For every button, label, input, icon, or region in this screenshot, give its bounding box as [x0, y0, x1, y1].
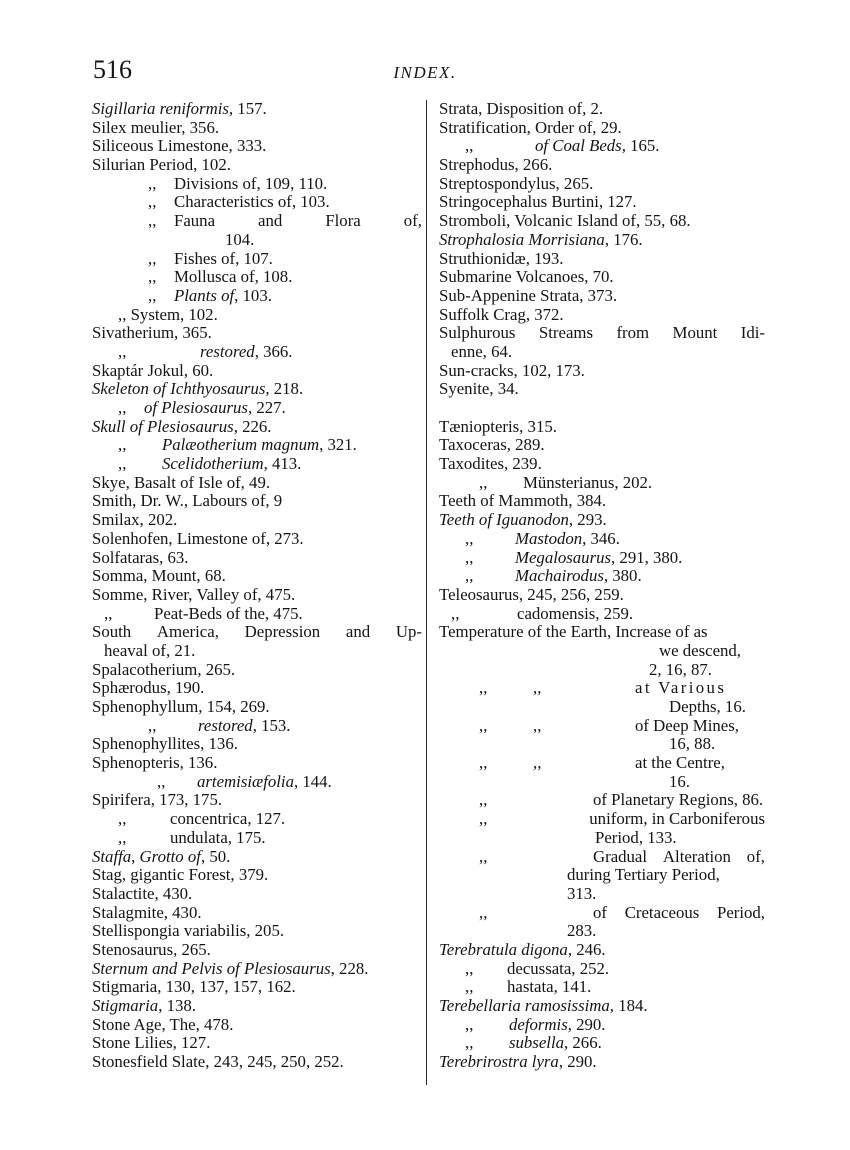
- index-subentry: ,, artemisiæfolia, 144.: [157, 772, 332, 791]
- index-entry: Sternum and Pelvis of Plesiosaurus, 228.: [92, 959, 369, 978]
- index-entry: Spalacotherium, 265.: [92, 660, 236, 679]
- index-subentry: ,, subsella, 266.: [465, 1034, 602, 1053]
- index-entry: Terebrirostra lyra, 290.: [439, 1053, 597, 1072]
- index-subentry: ,, of Cretaceous Period,: [479, 903, 765, 922]
- index-entry: Solfataras, 63.: [92, 548, 189, 567]
- index-entry: Stratification, Order of, 29.: [439, 118, 622, 137]
- index-entry: Stromboli, Volcanic Island of, 55, 68.: [439, 212, 691, 231]
- index-entry: Stigmaria, 130, 137, 157, 162.: [92, 978, 296, 997]
- index-entry: Taxoceras, 289.: [439, 436, 545, 455]
- index-subentry: ,, of Planetary Regions, 86.: [479, 791, 764, 810]
- page-header: [0, 55, 850, 87]
- index-entry: Struthionidæ, 193.: [439, 249, 564, 268]
- index-entry: Submarine Volcanoes, 70.: [439, 268, 614, 287]
- index-entry: Syenite, 34.: [439, 380, 519, 399]
- index-entry: Silurian Period, 102.: [92, 156, 231, 175]
- index-subentry: ,, concentrica, 127.: [118, 810, 286, 829]
- page-title: INDEX.: [393, 63, 457, 82]
- index-entry: Teeth of Mammoth, 384.: [439, 492, 607, 511]
- column-divider: [426, 100, 427, 1085]
- index-entry-cont: we descend,: [659, 641, 742, 660]
- index-subentry: ,, Characteristics of, 103.: [148, 193, 330, 212]
- index-entry: Stigmaria, 138.: [92, 997, 196, 1015]
- index-subentry: ,, ,, at the Centre,: [479, 754, 725, 773]
- page-number: 516: [93, 55, 132, 84]
- index-entry: Sulphurous Streams from Mount Idi-: [439, 324, 765, 343]
- index-subentry: ,, Scelidotherium, 413.: [118, 455, 302, 474]
- index-subentry: ,, ,, at Various: [479, 679, 727, 698]
- index-entry: Stonesfield Slate, 243, 245, 250, 252.: [92, 1053, 344, 1072]
- index-entry: Spirifera, 173, 175.: [92, 791, 223, 810]
- index-entry: Sphenopteris, 136.: [92, 754, 218, 773]
- index-entry: Somma, Mount, 68.: [92, 567, 226, 586]
- index-column-left: [92, 100, 422, 1072]
- index-subentry: ,, Münsterianus, 202.: [479, 473, 653, 492]
- index-entry: Smilax, 202.: [92, 511, 178, 530]
- index-subentry-cont: Depths, 16.: [669, 698, 746, 716]
- index-subentry: ,, Palæotherium magnum, 321.: [118, 436, 357, 455]
- index-subentry: ,, Mollusca of, 108.: [148, 268, 293, 287]
- index-subentry: ,, deformis, 290.: [465, 1015, 606, 1034]
- index-entry: Stellispongia variabilis, 205.: [92, 922, 285, 941]
- section-gap: [439, 399, 765, 418]
- index-entry: Sun-cracks, 102, 173.: [439, 361, 585, 380]
- index-entry: Streptospondylus, 265.: [439, 174, 594, 193]
- index-entry: Sphærodus, 190.: [92, 679, 205, 698]
- index-column-right: [439, 100, 765, 1072]
- index-subentry: ,, cadomensis, 259.: [451, 604, 634, 623]
- index-entry: Sphenophyllites, 136.: [92, 735, 238, 754]
- index-entry: Smith, Dr. W., Labours of, 9: [92, 492, 283, 511]
- index-subentry: ,, Fauna and Flora of,: [148, 212, 422, 231]
- index-entry: Strophalosia Morrisiana, 176.: [439, 230, 643, 249]
- index-entry: Solenhofen, Limestone of, 273.: [92, 529, 304, 548]
- index-entry: Teeth of Iguanodon, 293.: [439, 511, 607, 530]
- index-subentry-cont: 16, 88.: [669, 735, 716, 754]
- index-subentry: ,, restored, 366.: [118, 342, 293, 361]
- index-subentry: ,, Mastodon, 346.: [465, 529, 620, 548]
- index-entry: Stalactite, 430.: [92, 884, 193, 903]
- index-subentry: ,, Machairodus, 380.: [465, 567, 642, 586]
- index-entry: Suffolk Crag, 372.: [439, 305, 564, 324]
- index-subentry: ,, uniform, in Carboniferous: [479, 810, 765, 829]
- index-entry: Stone Lilies, 127.: [92, 1034, 211, 1053]
- index-entry: South America, Depression and Up-: [92, 623, 422, 642]
- index-entry: Temperature of the Earth, Increase of as: [439, 623, 708, 642]
- index-subentry: ,, System, 102.: [118, 305, 218, 324]
- index-subentry: ,, undulata, 175.: [118, 828, 266, 847]
- index-entry: Strata, Disposition of, 2.: [439, 100, 604, 118]
- index-subentry-cont: during Tertiary Period,: [567, 866, 720, 885]
- index-entry: Teleosaurus, 245, 256, 259.: [439, 585, 624, 604]
- index-subentry: ,, Fishes of, 107.: [148, 249, 273, 268]
- index-subentry: ,, restored, 153.: [148, 716, 291, 735]
- index-entry: Taxodites, 239.: [439, 455, 542, 474]
- index-subentry-cont: 16.: [669, 772, 690, 791]
- index-subentry: ,, Plants of, 103.: [148, 286, 272, 305]
- index-subentry-cont: 104.: [225, 230, 255, 249]
- index-subentry: ,, Gradual Alteration of,: [479, 847, 765, 866]
- index-entry: Stenosaurus, 265.: [92, 940, 211, 959]
- index-subentry: ,, ,, of Deep Mines,: [479, 716, 739, 735]
- index-subentry: ,, of Coal Beds, 165.: [465, 137, 660, 156]
- index-entry-cont: enne, 64.: [451, 342, 513, 361]
- index-entry: Strephodus, 266.: [439, 156, 553, 175]
- index-subentry: ,, Divisions of, 109, 110.: [148, 174, 328, 193]
- index-entry: Siliceous Limestone, 333.: [92, 137, 267, 156]
- index-entry: Skaptár Jokul, 60.: [92, 361, 214, 380]
- index-entry: Stalagmite, 430.: [92, 903, 202, 922]
- index-entry: Stringocephalus Burtini, 127.: [439, 193, 637, 212]
- index-entry: Stone Age, The, 478.: [92, 1015, 234, 1034]
- index-entry: Tæniopteris, 315.: [439, 417, 557, 436]
- index-subentry: ,, Peat-Beds of the, 475.: [104, 604, 303, 623]
- index-subentry: ,, Megalosaurus, 291, 380.: [465, 548, 683, 567]
- index-entry: Terebratula digona, 246.: [439, 940, 606, 959]
- index-entry: Sivatherium, 365.: [92, 324, 212, 343]
- index-entry: Sigillaria reniformis, 157.: [92, 100, 267, 118]
- index-entry-cont: 2, 16, 87.: [649, 660, 712, 679]
- index-entry: Skull of Plesiosaurus, 226.: [92, 417, 272, 436]
- index-entry: Terebellaria ramosissima, 184.: [439, 997, 648, 1015]
- index-entry: Sub-Appenine Strata, 373.: [439, 286, 618, 305]
- index-subentry-cont: Period, 133.: [595, 828, 677, 847]
- index-subentry: ,, hastata, 141.: [465, 978, 592, 997]
- index-entry: Skeleton of Ichthyosaurus, 218.: [92, 380, 304, 399]
- index-entry: Silex meulier, 356.: [92, 118, 220, 137]
- index-entry-cont: heaval of, 21.: [104, 641, 196, 660]
- index-entry: Staffa, Grotto of, 50.: [92, 847, 231, 866]
- index-entry: Stag, gigantic Forest, 379.: [92, 866, 269, 885]
- index-subentry-cont: 313.: [567, 884, 597, 903]
- index-subentry: ,, of Plesiosaurus, 227.: [118, 399, 286, 417]
- index-entry: Sphenophyllum, 154, 269.: [92, 698, 270, 716]
- index-entry: Skye, Basalt of Isle of, 49.: [92, 473, 271, 492]
- index-entry: Somme, River, Valley of, 475.: [92, 585, 296, 604]
- index-subentry: ,, decussata, 252.: [465, 959, 610, 978]
- index-subentry-cont: 283.: [567, 922, 597, 941]
